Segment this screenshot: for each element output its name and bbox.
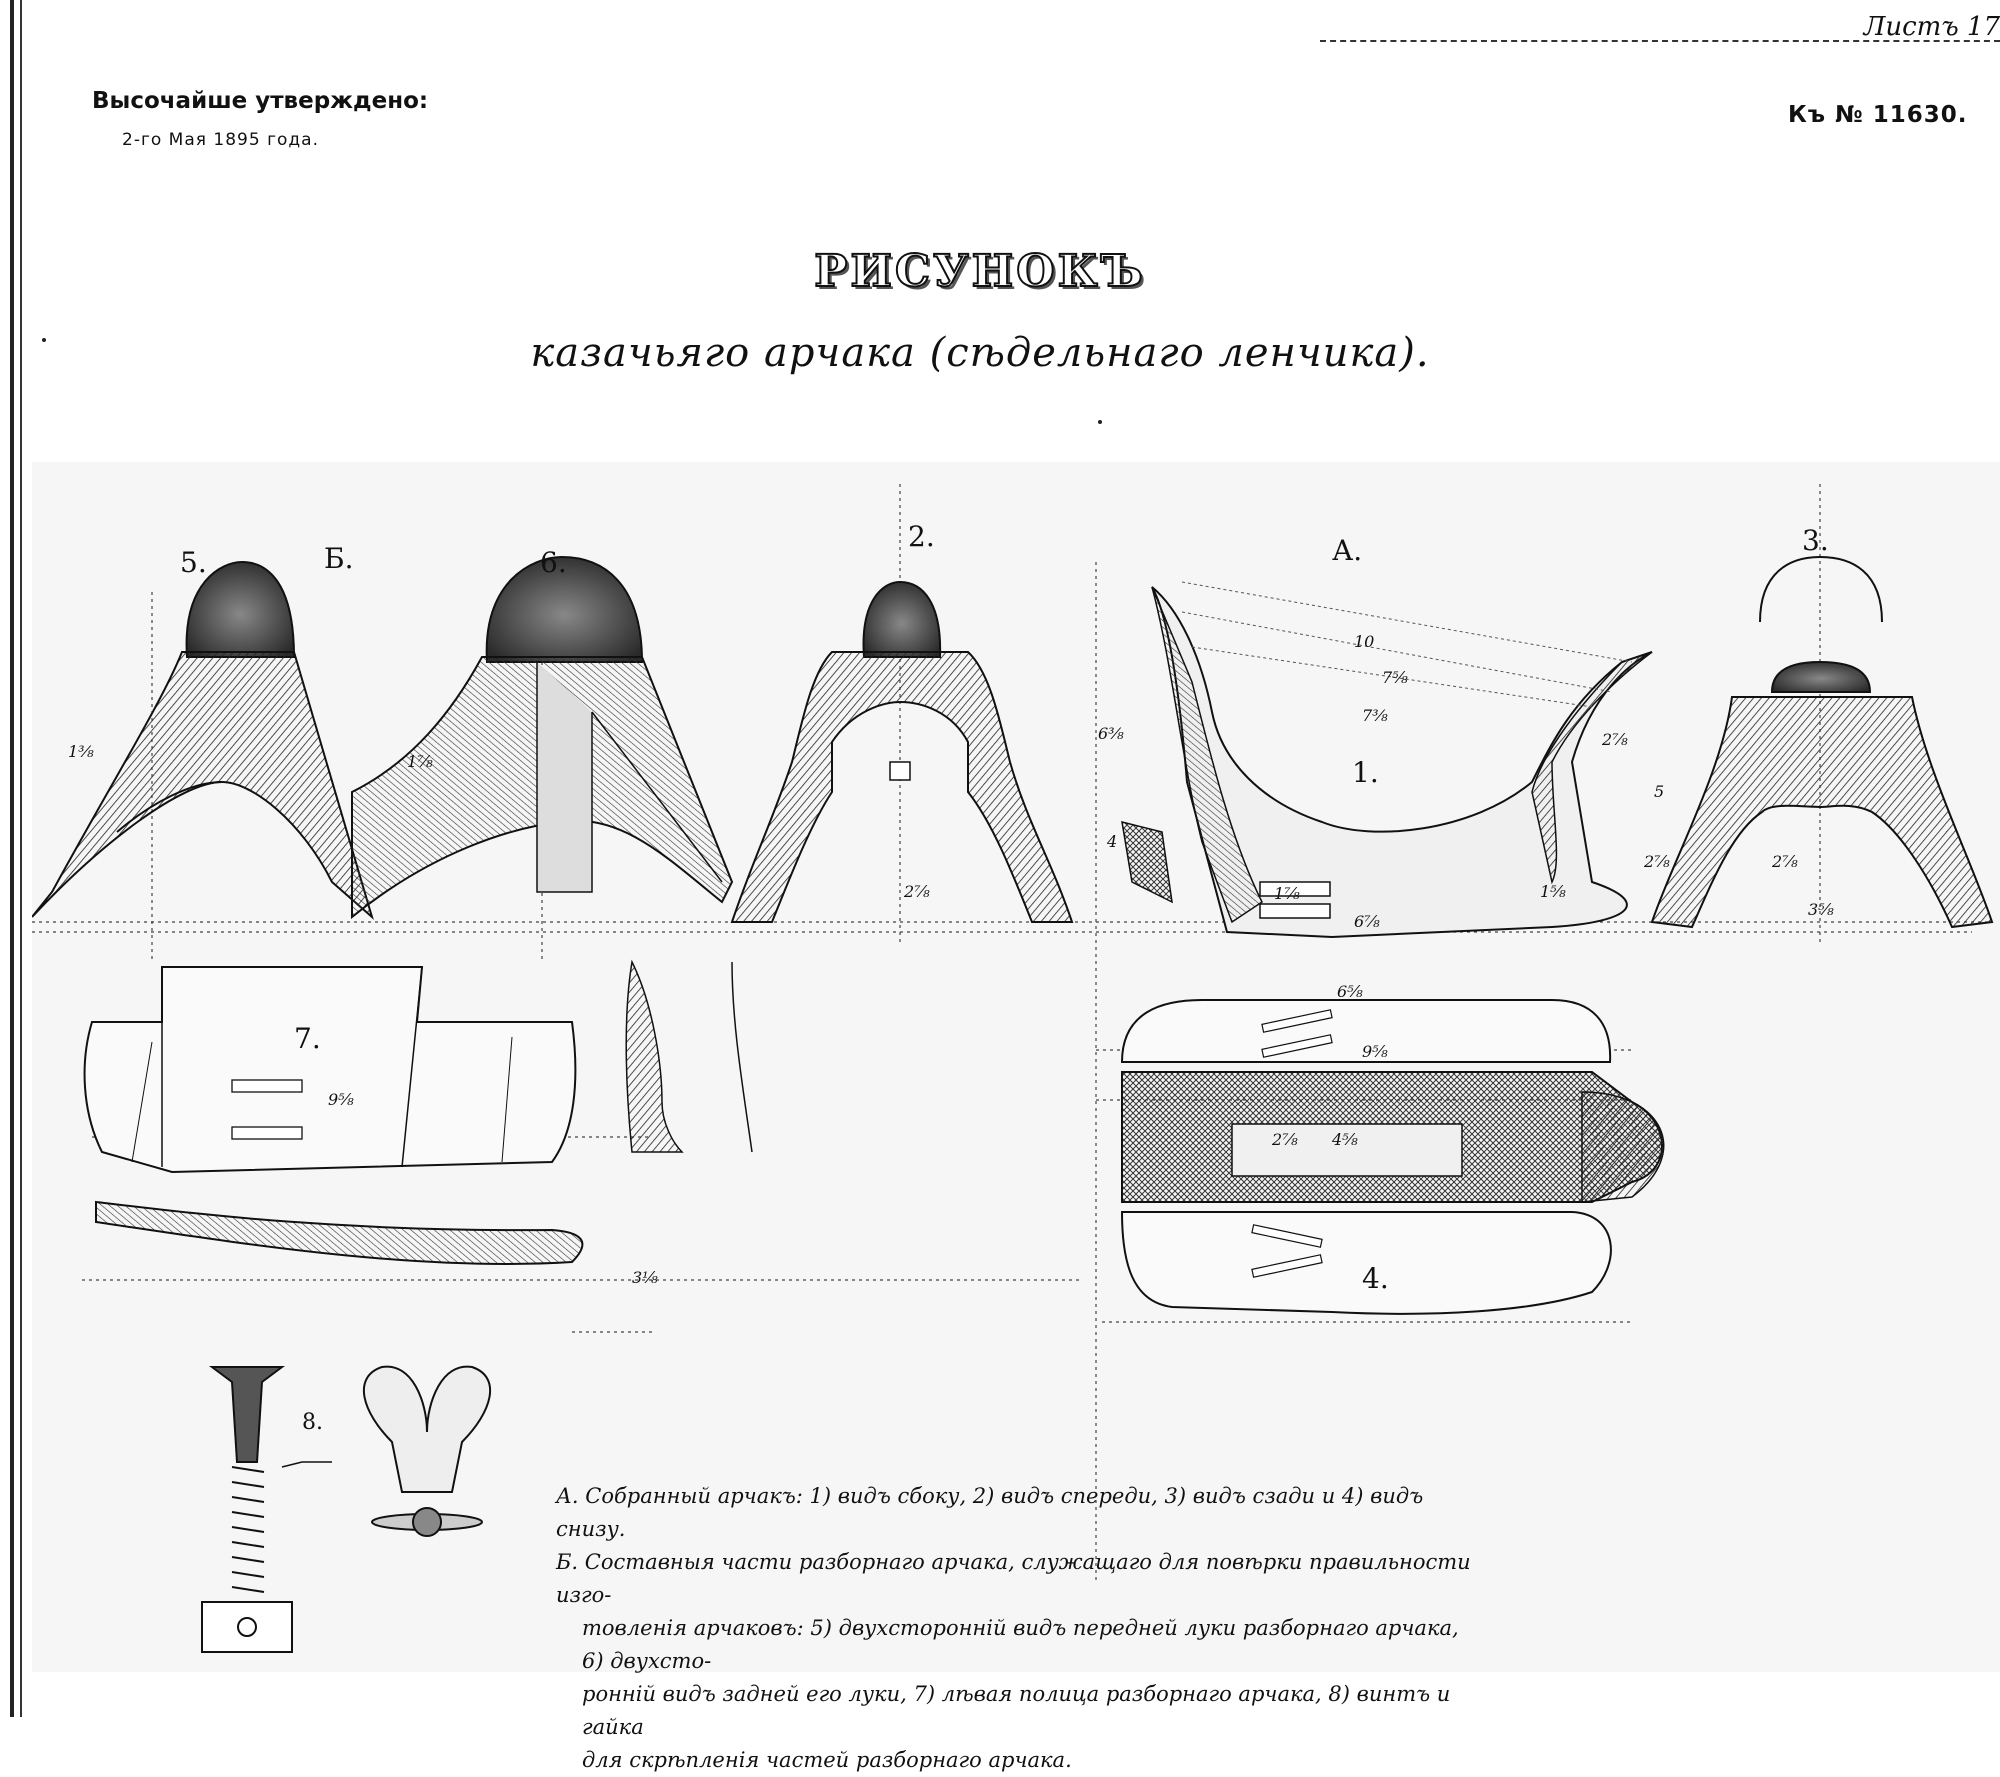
figure-2-front-view	[732, 582, 1072, 922]
approval-date: 2-го Мая 1895 года.	[122, 130, 319, 150]
caption-line: Б. Составныя части разборнаго арчака, служащаго для повѣрки правильности изго-	[556, 1550, 1471, 1607]
figure-5-label: 5.	[180, 546, 207, 579]
dimension-label: 5	[1654, 782, 1665, 801]
dimension-label: 6⅞	[1354, 912, 1380, 931]
page-subtitle: казачьяго арчака (сѣдельнаго ленчика).	[530, 330, 1430, 376]
dimension-label: 7⅜	[1362, 706, 1388, 725]
figure-2-label: 2.	[908, 520, 935, 553]
figure-8-label: 8.	[302, 1410, 323, 1435]
caption-line: А. Собранный арчакъ: 1) видъ сбоку, 2) видъ спереди, 3) видъ сзади и 4) видъ снизу.	[556, 1484, 1424, 1541]
sheet-label: Листъ 17	[1863, 12, 2000, 42]
figure-1-side-view	[1122, 582, 1652, 937]
dimension-label: 2⅞	[1602, 730, 1628, 749]
group-b-label: Б.	[324, 542, 354, 575]
dimension-label: 7⅝	[1382, 668, 1408, 687]
figure-4-label: 4.	[1362, 1262, 1389, 1295]
dimension-label: 4⅝	[1332, 1130, 1358, 1149]
figure-7-left-panel	[85, 962, 752, 1264]
dimension-label: 2⅞	[1772, 852, 1798, 871]
group-a-label: А.	[1332, 534, 1363, 567]
dimension-label: 1⅞	[407, 752, 433, 771]
stray-dot	[1098, 420, 1102, 424]
document-number: Къ № 11630.	[1788, 102, 1968, 128]
caption-line: товленія арчаковъ: 5) двухсторонній видъ передней луки разборнаго арчака, 6) двухсто-	[582, 1616, 1459, 1673]
page-title: РИСУНОКЪ	[814, 246, 1146, 297]
caption-line: для скрѣпленія частей разборнаго арчака.	[582, 1748, 1072, 1772]
figure-3-label: 3.	[1802, 524, 1829, 557]
stray-dot	[42, 338, 46, 342]
dimension-label: 4	[1107, 832, 1118, 851]
figure-6-label: 6.	[540, 546, 567, 579]
figure-3-rear-view	[1652, 557, 1992, 927]
dimension-label: 1⅝	[1540, 882, 1566, 901]
figure-7-label: 7.	[294, 1022, 321, 1055]
dimension-label: 6⅜	[1098, 724, 1124, 743]
dimension-label: 2⅞	[1644, 852, 1670, 871]
dimension-label: 6⅝	[1337, 982, 1363, 1001]
dimension-label: 1⅞	[1274, 884, 1300, 903]
caption-line: ронній видъ задней его луки, 7) лѣвая полица разборнаго арчака, 8) винтъ и гайка	[582, 1682, 1451, 1739]
approval-heading: Высочайше утверждено:	[92, 88, 429, 114]
dimension-label: 1⅜	[68, 742, 94, 761]
figure-6-rear-cantle	[352, 557, 732, 917]
figure-4-bottom-view	[1122, 1000, 1664, 1314]
dimension-label: 10	[1354, 632, 1375, 651]
dimension-label: 2⅞	[904, 882, 930, 901]
legend-caption	[556, 1480, 1486, 1777]
dimension-label: 2⅞	[1272, 1130, 1298, 1149]
dimension-label: 3⅝	[1808, 900, 1834, 919]
dimension-label: 3⅛	[632, 1268, 658, 1287]
figure-1-label: 1.	[1352, 756, 1379, 789]
dimension-label: 9⅝	[1362, 1042, 1388, 1061]
dimension-label: 9⅝	[328, 1090, 354, 1109]
figure-8-bolt-and-nut	[202, 1367, 490, 1652]
figure-5-front-pommel	[32, 562, 372, 917]
